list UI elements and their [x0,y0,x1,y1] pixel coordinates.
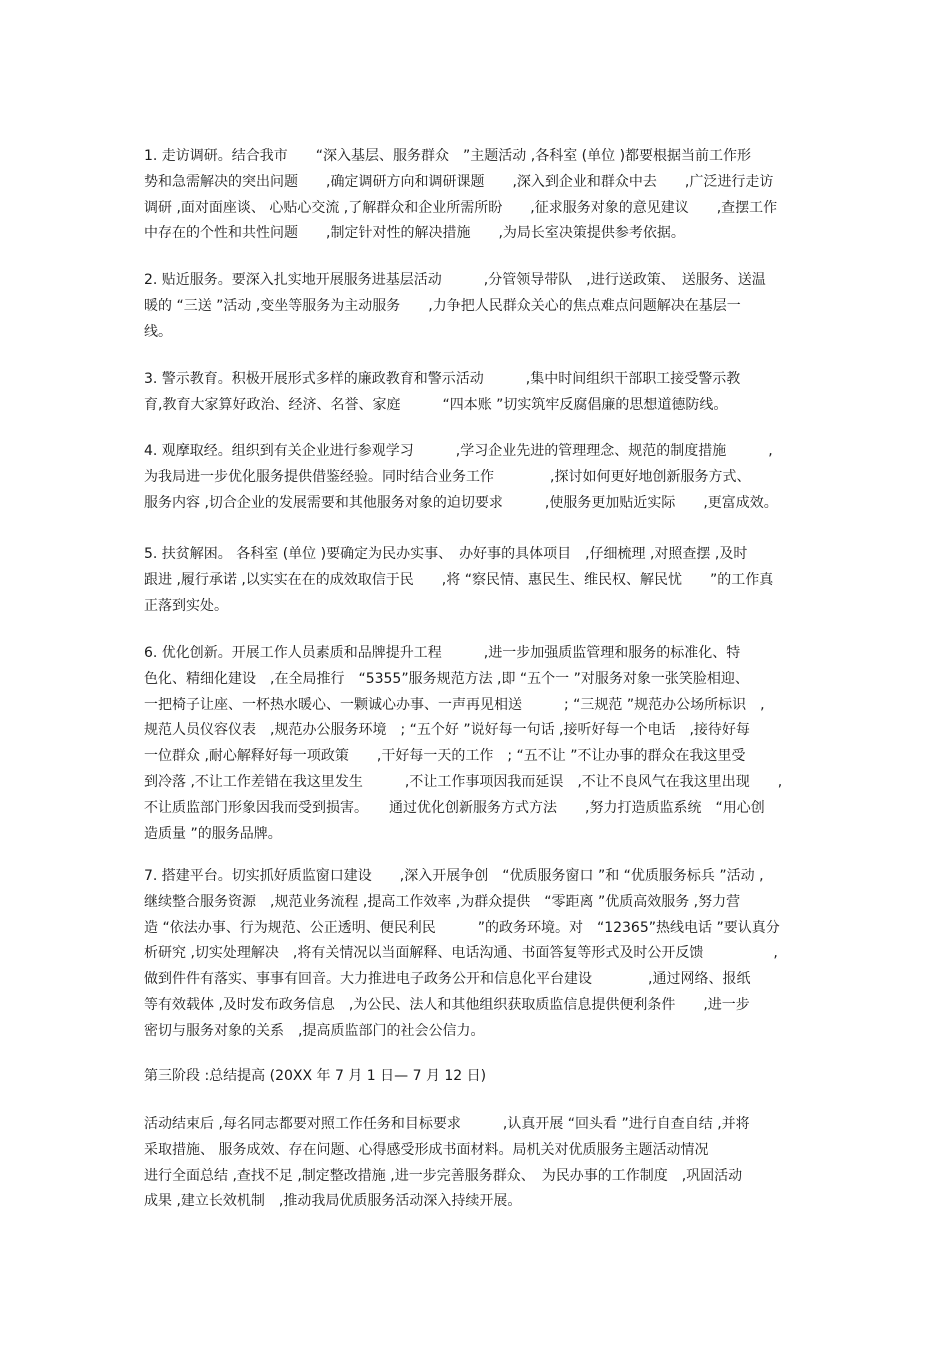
text-line: 3. 警示教育。积极开展形式多样的廉政教育和警示活动 ,集中时间组织干部职工接受警示教 [144,371,741,387]
paragraph-build-platform [144,864,812,1045]
text-line: 为我局进一步优化服务提供借鉴经验。同时结合业务工作 ,探讨如何更好地创新服务方式、 [144,468,751,485]
text-line: 正落到实处。 [144,597,228,614]
paragraph-poverty-relief [144,542,812,619]
text-line: 1. 走访调研。结合我市 “深入基层、服务群众 ”主题活动 ,各科室 (单位 )都要根据当前工作形 [144,148,752,164]
text-line: 造 “依法办事、行为规范、公正透明、便民利民 ”的政务环境。对 “12365”热线电话 ”要认真分 [144,919,780,936]
text-line: 2. 贴近服务。要深入扎实地开展服务进基层活动 ,分管领导带队 ,进行送政策、 送服务、送温 [144,272,766,288]
text-line: 继续整合服务资源 ,规范业务流程 ,提高工作效率 ,为群众提供 “零距离 ”优质高效服务 ,努力营 [144,893,741,910]
text-line: 规范人员仪容仪表 ,规范办公服务环境 ; “五个好 ”说好每一句话 ,接听好每一个电话 ,接待好每 [144,722,750,739]
text-line: 服务内容 ,切合企业的发展需要和其他服务对象的迫切要求 ,使服务更加贴近实际 ,更富成效。 [144,494,778,511]
paragraph-close-service [144,268,812,345]
text-line: 暖的 “三送 ”活动 ,变坐等服务为主动服务 ,力争把人民群众关心的焦点难点问题解决在基层一 [144,297,741,314]
text-line: 线。 [144,323,172,340]
text-line: 析研究 ,切实处理解决 ,将有关情况以当面解释、电话沟通、书面答复等形式及时公开反馈 , [144,945,778,962]
text-line: 调研 ,面对面座谈、 心贴心交流 ,了解群众和企业所需所盼 ,征求服务对象的意见建议 ,查摆工作 [144,199,778,216]
text-line: 等有效载体 ,及时发布政务信息 ,为公民、法人和其他组织获取质监信息提供便利条件 ,进一步 [144,996,750,1013]
text-line: 采取措施、 服务成效、存在问题、心得感受形成书面材料。局机关对优质服务主题活动情况 [144,1141,709,1158]
text-line: 7. 搭建平台。切实抓好质监窗口建设 ,深入开展争创 “优质服务窗口 ”和 “优质服务标兵 ”活动 , [144,868,764,884]
section-heading-stage-three [144,1064,812,1090]
text-line: 活动结束后 ,每名同志都要对照工作任务和目标要求 ,认真开展 “回头看 ”进行自查自结 ,并将 [144,1116,750,1132]
text-line: 一把椅子让座、一杯热水暖心、一颗诚心办事、一声再见相送 ; “三规范 ”规范办公场所标识 , [144,696,765,713]
text-line: 造质量 ”的服务品牌。 [144,825,282,842]
text-line: 第三阶段 :总结提高 (20XX 年 7 月 1 日— 7 月 12 日) [144,1068,487,1084]
text-line: 中存在的个性和共性问题 ,制定针对性的解决措施 ,为局长室决策提供参考依据。 [144,225,685,242]
text-line: 一位群众 ,耐心解释好每一项政策 ,干好每一天的工作 ; “五不让 ”不让办事的群众在我这里受 [144,748,746,765]
paragraph-warning-education [144,367,812,419]
text-line: 6. 优化创新。开展工作人员素质和品牌提升工程 ,进一步加强质监管理和服务的标准化、特 [144,645,741,661]
paragraph-summary [144,1112,812,1215]
text-line: 5. 扶贫解困。 各科室 (单位 )要确定为民办实事、 办好事的具体项目 ,仔细梳理 ,对照查摆 ,及时 [144,546,748,562]
text-line: 密切与服务对象的关系 ,提高质监部门的社会公信力。 [144,1022,485,1039]
text-line: 到冷落 ,不让工作差错在我这里发生 ,不让工作事项因我而延误 ,不让不良风气在我这里出现 , [144,773,783,790]
text-line: 势和急需解决的突出问题 ,确定调研方向和调研课题 ,深入到企业和群众中去 ,广泛进行走访 [144,173,774,190]
text-line: 进行全面总结 ,查找不足 ,制定整改措施 ,进一步完善服务群众、 为民办事的工作制度 ,巩固活动 [144,1167,743,1184]
text-line: 不让质监部门形象因我而受到损害。 通过优化创新服务方式方法 ,努力打造质监系统 “用心创 [144,799,765,816]
text-line: 育,教育大家算好政治、经济、名誉、家庭 “四本账 ”切实筑牢反腐倡廉的思想道德防线。 [144,396,728,413]
text-line: 跟进 ,履行承诺 ,以实实在在的成效取信于民 ,将 “察民情、惠民生、维民权、解民忧 ”的工作真 [144,571,774,588]
text-line: 色化、精细化建设 ,在全局推行 “5355”服务规范方法 ,即 “五个一 ”对服务对象一张笑脸相迎、 [144,670,749,687]
paragraph-optimize-innovate [144,641,812,847]
text-line: 做到件件有落实、事事有回音。大力推进电子政务公开和信息化平台建设 ,通过网络、报纸 [144,971,751,988]
paragraph-observe-learn [144,439,812,516]
text-line: 成果 ,建立长效机制 ,推动我局优质服务活动深入持续开展。 [144,1193,522,1210]
text-line: 4. 观摩取经。组织到有关企业进行参观学习 ,学习企业先进的管理理念、规范的制度措施 , [144,443,773,459]
paragraph-visit-research [144,144,812,247]
